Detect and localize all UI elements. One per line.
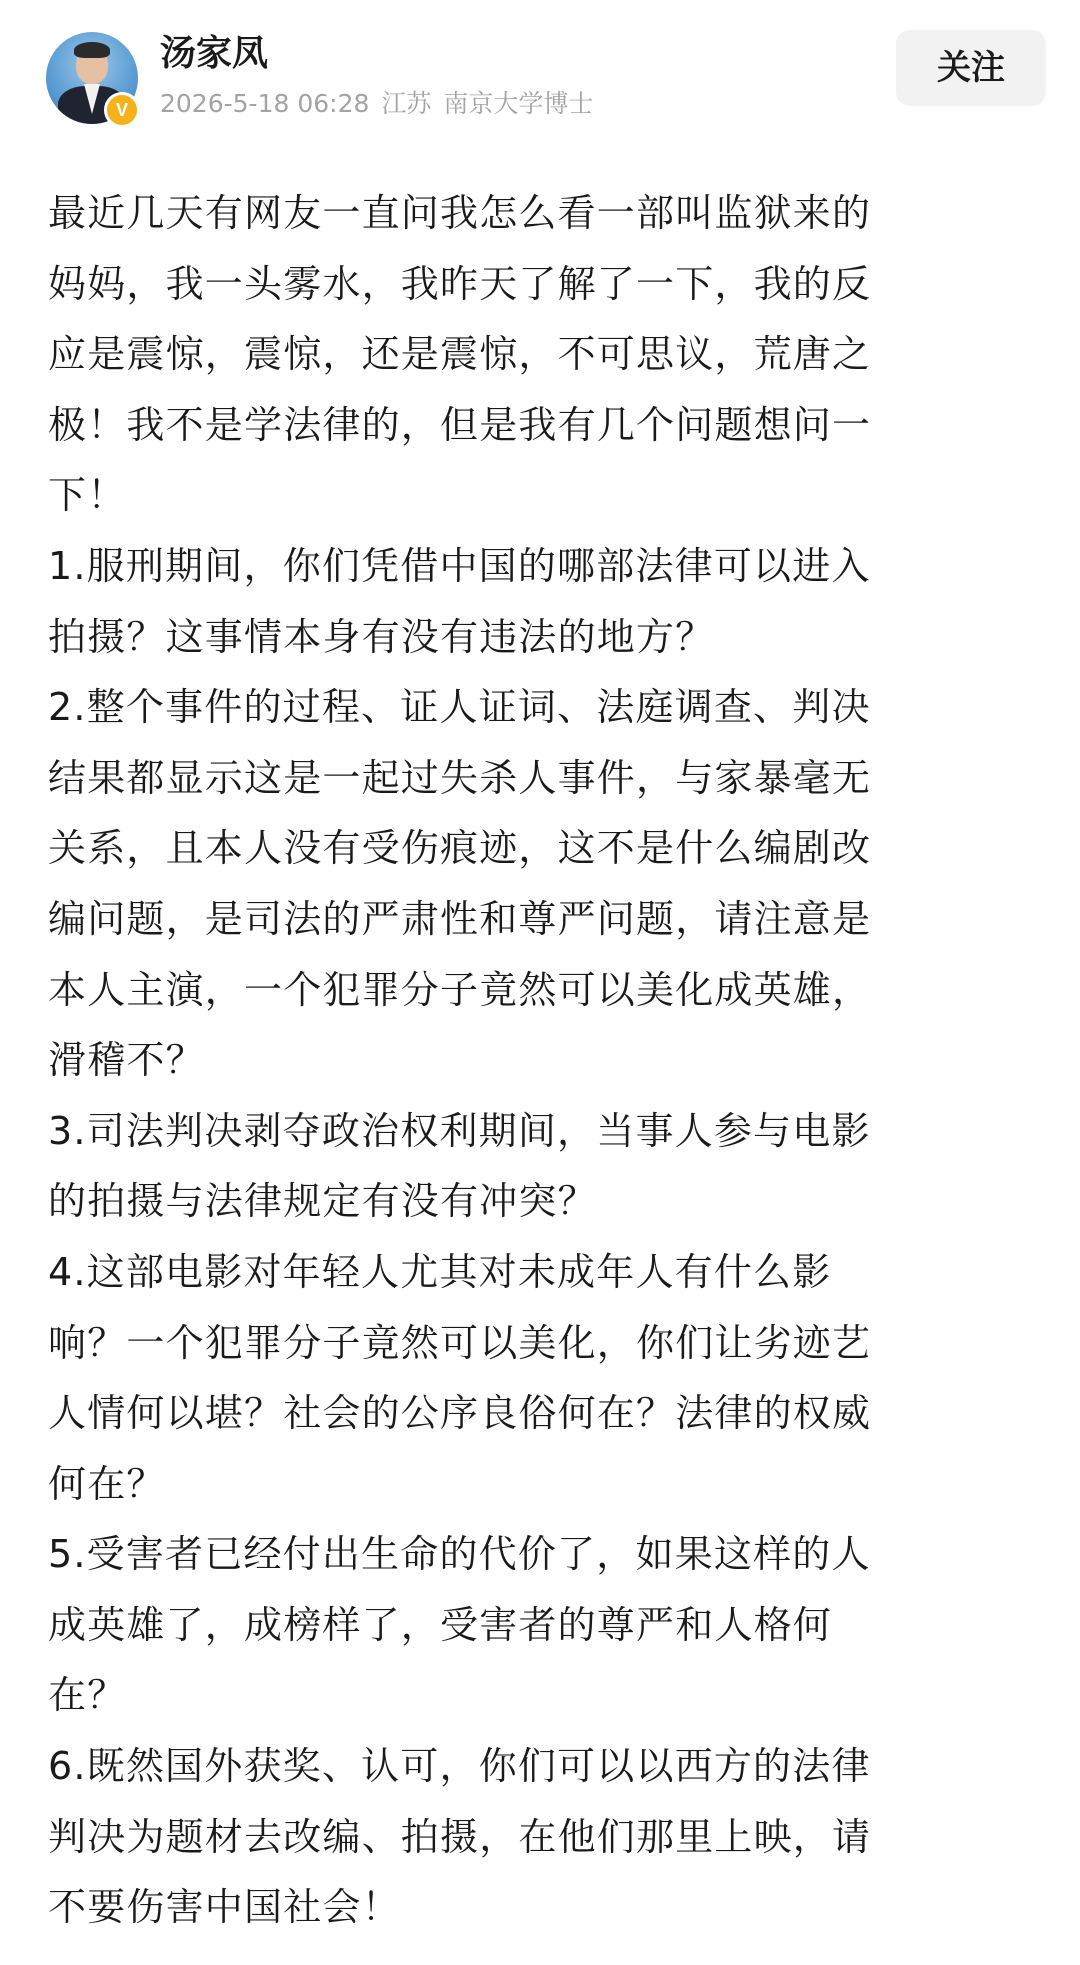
post-paragraph-intro: 最近几天有网友一直问我怎么看一部叫监狱来的 妈妈，我一头雾水，我昨天了解了一下，我的反 应是震惊，震惊，还是震惊，不可思议，荒唐之 极！我不是学法律的，但是我有几个问题想问一 下！ — [48, 191, 872, 518]
post-paragraph-question-3: 3.司法判决剥夺政治权利期间，当事人参与电影 的拍摄与法律规定有没有冲突？ — [48, 1108, 871, 1224]
post-paragraph-question-4: 4.这部电影对年轻人尤其对未成年人有什么影 响？一个犯罪分子竟然可以美化，你们让劣迹艺 人情何以堪？社会的公序良俗何在？法律的权威 何在？ — [48, 1249, 872, 1506]
author-name[interactable]: 汤家凤 — [160, 33, 269, 74]
post-paragraph-question-2: 2.整个事件的过程、证人证词、法庭调查、判决 结果都显示这是一起过失杀人事件，与家暴毫无 关系，且本人没有受伤痕迹，这不是什么编剧改 编问题，是司法的严肃性和尊严问题，请注意是 本人主演，一个犯罪分子竟然可以美化成英雄， 滑稽不？ — [48, 685, 872, 1083]
post-paragraph-question-5: 5.受害者已经付出生命的代价了，如果这样的人 成英雄了，成榜样了，受害者的尊严和人格何 在？ — [48, 1532, 871, 1718]
post-meta — [160, 88, 593, 120]
post-date: 2026-5-18 06:28 — [160, 89, 370, 118]
post-paragraph-question-1: 1.服刑期间，你们凭借中国的哪部法律可以进入 拍摄？这事情本身有没有违法的地方？ — [48, 543, 871, 659]
post-location: 江苏 — [381, 89, 432, 118]
post-paragraph-question-6: 6.既然国外获奖、认可，你们可以以西方的法律 判决为题材去改编、拍摄，在他们那里上映，请 不要伤害中国社会！ — [48, 1744, 872, 1930]
post-header — [0, 0, 1080, 140]
post-body — [48, 178, 1038, 1943]
follow-button[interactable]: 关注 — [896, 30, 1046, 106]
avatar-hair-shape — [74, 42, 110, 58]
author-title: 南京大学博士 — [443, 89, 594, 118]
verified-badge-icon: V — [104, 92, 140, 128]
